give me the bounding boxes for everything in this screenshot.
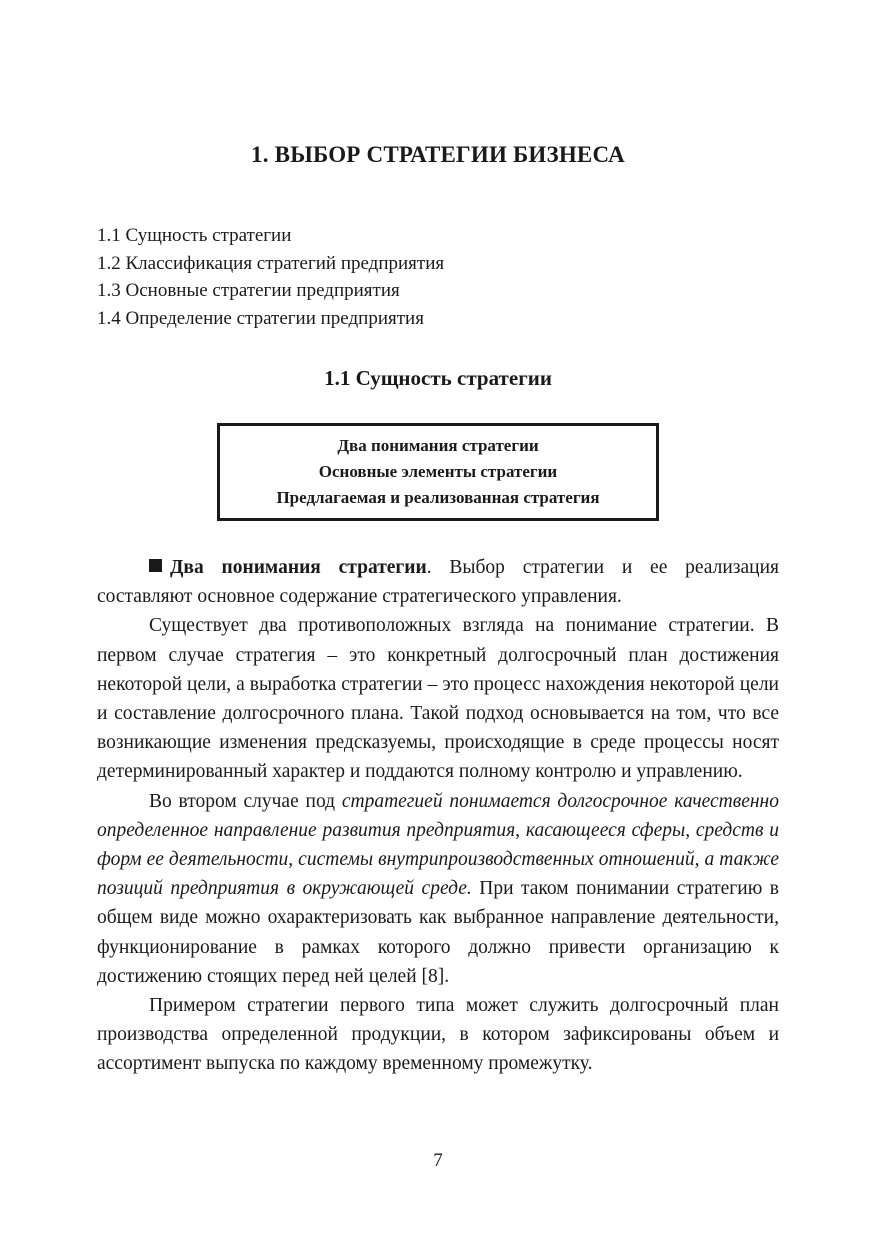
paragraph-text: Во втором случае под: [149, 790, 342, 812]
page-number: 7: [433, 1150, 443, 1171]
summary-line: Предлагаемая и реализованная стратегия: [276, 488, 600, 507]
definition-text: стратегией понимается долгосрочное качественно определенное направление развития предприятия, касающееся сферы, средств и форм ее деятельности, системы внутрипроизводственных отношений, а также позиций предприятия в окружающей среде.: [97, 790, 779, 900]
chapter-title: 1. ВЫБОР СТРАТЕГИИ БИЗНЕСА: [251, 142, 625, 167]
paragraph-text: . Выбор стратегии и ее реализация составляют основное содержание стратегического управления.: [97, 557, 779, 608]
toc-item: 1.1 Сущность стратегии: [97, 225, 292, 246]
body-text: [97, 553, 779, 1079]
summary-box: [217, 423, 659, 521]
summary-line: Два понимания стратегии: [337, 436, 539, 455]
paragraph-text: При таком понимании стратегию в общем виде можно охарактеризовать как выбранное направление деятельности, функционирование в рамках которого должно привести организацию к достижению стоящих перед ней целей [8].: [97, 878, 779, 987]
toc-item: 1.3 Основные стратегии предприятия: [97, 280, 400, 301]
paragraph-heading: Два понимания стратегии: [170, 557, 427, 578]
paragraph-1: [97, 553, 779, 611]
table-of-contents: [97, 222, 444, 332]
square-bullet-icon: [149, 559, 162, 572]
paragraph-4: Примером стратегии первого типа может служить долгосрочный план производства определенной продукции, в котором зафиксированы объем и ассортимент выпуска по каждому временному промежутку.: [97, 995, 779, 1075]
paragraph-3: [97, 787, 779, 991]
toc-item: 1.2 Классификация стратегий предприятия: [97, 252, 445, 274]
summary-line: Основные элементы стратегии: [318, 462, 558, 481]
paragraph-2: Существует два противоположных взгляда на понимание стратегии. В первом случае стратегия – это конкретный долгосрочный план достижения некоторой цели, а выработка стратегии – это процесс нахождения некоторой цели и составление долгосрочного плана. Такой подход основывается на том, что все возникающие изменения предсказуемы, происходящие в среде процессы носят детерминированный характер и поддаются полному контролю и управлению.: [97, 615, 779, 783]
section-title: 1.1 Сущность стратегии: [324, 366, 552, 390]
toc-item: 1.4 Определение стратегии предприятия: [97, 307, 424, 329]
